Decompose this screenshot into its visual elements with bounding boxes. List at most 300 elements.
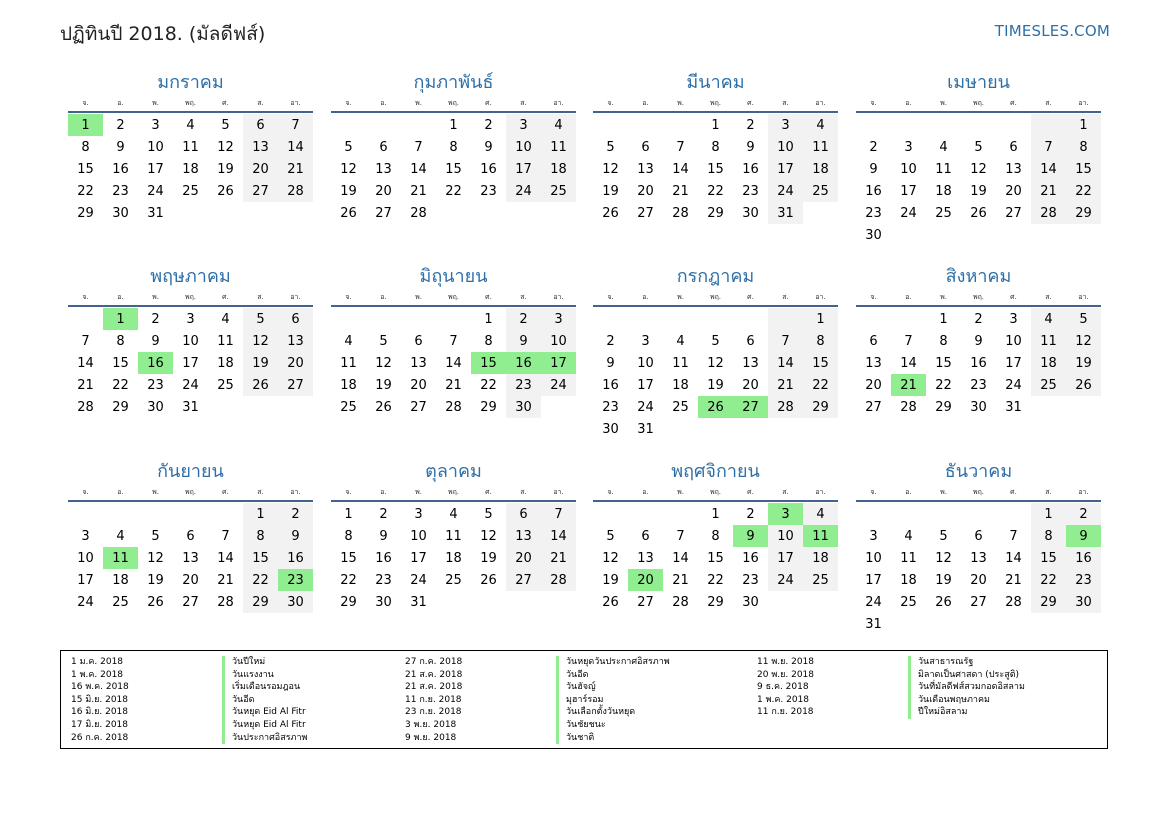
month-title: กันยายน xyxy=(157,461,224,482)
weekday-label: อา. xyxy=(815,292,826,301)
weekday-label: พฤ. xyxy=(972,487,985,496)
day-cell: 16 xyxy=(970,355,987,371)
day-cell: 28 xyxy=(445,399,462,415)
day-cell: 3 xyxy=(768,114,803,136)
weekday-label: ศ. xyxy=(222,292,229,301)
holiday-row xyxy=(71,706,307,719)
day-cell: 17 xyxy=(768,158,803,180)
day-cell: 13 xyxy=(375,161,392,177)
empty-cell xyxy=(961,503,996,525)
day-cell: 26 xyxy=(698,396,733,418)
day-cell: 3 xyxy=(186,311,195,327)
day-cell: 13 xyxy=(637,161,654,177)
day-cell: 13 xyxy=(182,550,199,566)
day-cell: 27 xyxy=(410,399,427,415)
day-cell: 1 xyxy=(449,117,458,133)
day-cell: 31 xyxy=(865,616,882,632)
day-cell: 22 xyxy=(445,183,462,199)
empty-cell xyxy=(768,418,803,440)
day-cell: 22 xyxy=(77,183,94,199)
empty-cell xyxy=(1031,613,1066,635)
month-calendar xyxy=(593,459,838,613)
day-cell: 28 xyxy=(77,399,94,415)
empty-cell xyxy=(803,418,838,440)
day-cell: 16 xyxy=(742,161,759,177)
day-cell: 11 xyxy=(445,528,462,544)
weekday-label: พฤ. xyxy=(447,98,460,107)
day-cell: 3 xyxy=(904,139,913,155)
holiday-name: วันเลือกตั้งวันหยุด xyxy=(556,706,635,719)
day-cell: 11 xyxy=(217,333,234,349)
day-cell: 22 xyxy=(707,572,724,588)
empty-cell xyxy=(243,202,278,224)
day-cell: 3 xyxy=(151,117,160,133)
weekday-label: พ. xyxy=(677,487,684,496)
weekday-label: พฤ. xyxy=(184,292,197,301)
day-cell: 18 xyxy=(112,572,129,588)
month-calendar xyxy=(593,264,838,440)
holiday-date: 16 มิ.ย. 2018 xyxy=(71,707,129,718)
day-cell: 8 xyxy=(243,525,278,547)
day-cell: 10 xyxy=(900,161,917,177)
holiday-name: วันที่มัลดีฟส์สวมกอดอิสลาม xyxy=(908,681,1025,694)
empty-cell xyxy=(331,308,366,330)
day-cell: 7 xyxy=(541,503,576,525)
day-cell: 21 xyxy=(1005,572,1022,588)
day-cell: 7 xyxy=(1009,528,1018,544)
day-grid xyxy=(856,114,1101,246)
day-cell: 23 xyxy=(278,569,313,591)
weekday-label: อา. xyxy=(1078,98,1089,107)
day-cell: 9 xyxy=(746,139,755,155)
day-cell: 5 xyxy=(939,528,948,544)
day-cell: 17 xyxy=(541,352,576,374)
empty-cell xyxy=(733,418,768,440)
day-cell: 19 xyxy=(147,572,164,588)
weekday-label: ส. xyxy=(782,487,789,496)
empty-cell xyxy=(663,308,698,330)
day-cell: 20 xyxy=(243,158,278,180)
day-cell: 3 xyxy=(81,528,90,544)
day-cell: 8 xyxy=(449,139,458,155)
empty-cell xyxy=(103,503,138,525)
day-cell: 29 xyxy=(112,399,129,415)
day-cell: 17 xyxy=(147,161,164,177)
day-cell: 28 xyxy=(278,180,313,202)
day-cell: 27 xyxy=(637,594,654,610)
day-cell: 15 xyxy=(707,550,724,566)
day-cell: 4 xyxy=(186,117,195,133)
weekday-header xyxy=(593,96,838,110)
header-rule xyxy=(593,111,838,113)
day-cell: 28 xyxy=(541,569,576,591)
month-title: มีนาคม xyxy=(686,72,745,93)
empty-cell xyxy=(698,418,733,440)
day-cell: 28 xyxy=(217,594,234,610)
weekday-label: พ. xyxy=(415,487,422,496)
header-rule xyxy=(856,500,1101,502)
day-cell: 9 xyxy=(151,333,160,349)
holiday-name: ปีใหม่อิสลาม xyxy=(908,706,967,719)
day-cell: 4 xyxy=(803,114,838,136)
holiday-name: มิลาดเป็นศาสดา (ประสูติ) xyxy=(908,669,1019,682)
weekday-label: พ. xyxy=(940,98,947,107)
day-cell: 23 xyxy=(1066,569,1101,591)
day-cell: 7 xyxy=(1031,136,1066,158)
day-cell: 19 xyxy=(375,377,392,393)
day-cell: 24 xyxy=(768,180,803,202)
weekday-label: จ. xyxy=(870,98,877,107)
day-cell: 19 xyxy=(707,377,724,393)
weekday-label: อ. xyxy=(642,292,649,301)
weekday-header xyxy=(856,290,1101,304)
day-cell: 31 xyxy=(1005,399,1022,415)
brand-link[interactable]: TIMESLES.COM xyxy=(994,22,1110,40)
day-cell: 3 xyxy=(541,308,576,330)
day-cell: 18 xyxy=(935,183,952,199)
page-title: ปฏิทินปี 2018. (มัลดีฟส์) xyxy=(60,23,266,45)
day-cell: 24 xyxy=(900,205,917,221)
empty-cell xyxy=(401,114,436,136)
day-cell: 10 xyxy=(77,550,94,566)
day-cell: 26 xyxy=(935,594,952,610)
month-title: กรกฎาคม xyxy=(676,266,755,287)
holiday-row xyxy=(405,732,670,745)
day-cell: 6 xyxy=(278,308,313,330)
day-cell: 1 xyxy=(939,311,948,327)
weekday-label: ส. xyxy=(782,292,789,301)
day-cell: 21 xyxy=(445,377,462,393)
day-cell: 21 xyxy=(410,183,427,199)
empty-cell xyxy=(891,503,926,525)
day-cell: 2 xyxy=(379,506,388,522)
empty-cell xyxy=(768,308,803,330)
day-cell: 24 xyxy=(768,569,803,591)
day-cell: 5 xyxy=(1066,308,1101,330)
day-cell: 11 xyxy=(182,139,199,155)
holiday-name: วันชัยชนะ xyxy=(556,719,606,732)
header-rule xyxy=(68,500,313,502)
day-cell: 27 xyxy=(865,399,882,415)
weekday-label: อา. xyxy=(815,98,826,107)
day-cell: 15 xyxy=(77,161,94,177)
empty-cell xyxy=(366,114,401,136)
empty-cell xyxy=(541,202,576,224)
day-cell: 14 xyxy=(410,161,427,177)
day-cell: 18 xyxy=(182,161,199,177)
day-cell: 15 xyxy=(1031,547,1066,569)
day-cell: 20 xyxy=(182,572,199,588)
month-calendar xyxy=(68,459,313,613)
holiday-row xyxy=(405,694,670,707)
day-cell: 21 xyxy=(768,374,803,396)
day-cell: 18 xyxy=(445,550,462,566)
day-cell: 21 xyxy=(1031,180,1066,202)
day-cell: 23 xyxy=(865,205,882,221)
day-cell: 10 xyxy=(506,136,541,158)
day-grid xyxy=(331,308,576,418)
day-grid xyxy=(331,503,576,613)
day-cell: 2 xyxy=(151,311,160,327)
day-cell: 13 xyxy=(410,355,427,371)
empty-cell xyxy=(628,308,663,330)
empty-cell xyxy=(593,114,628,136)
day-cell: 4 xyxy=(904,528,913,544)
day-cell: 14 xyxy=(77,355,94,371)
day-cell: 5 xyxy=(243,308,278,330)
holiday-date: 1 พ.ค. 2018 xyxy=(757,694,810,705)
holiday-date: 1 ม.ค. 2018 xyxy=(71,657,124,667)
day-cell: 26 xyxy=(1066,374,1101,396)
day-cell: 9 xyxy=(733,525,768,547)
day-cell: 29 xyxy=(935,399,952,415)
empty-cell xyxy=(996,613,1031,635)
day-cell: 7 xyxy=(676,139,685,155)
holiday-date: 21 ส.ค. 2018 xyxy=(405,682,463,693)
day-cell: 15 xyxy=(445,161,462,177)
empty-cell xyxy=(541,396,576,418)
weekday-label: อา. xyxy=(553,292,564,301)
empty-cell xyxy=(593,308,628,330)
weekday-label: ส. xyxy=(1045,292,1052,301)
day-cell: 18 xyxy=(900,572,917,588)
holiday-name: วันประกาศอิสรภาพ xyxy=(222,732,307,745)
weekday-label: อา. xyxy=(290,292,301,301)
day-cell: 8 xyxy=(803,330,838,352)
holiday-name: วันแรงงาน xyxy=(222,669,274,682)
day-cell: 14 xyxy=(900,355,917,371)
holiday-row xyxy=(405,681,670,694)
day-cell: 30 xyxy=(112,205,129,221)
weekday-label: อ. xyxy=(905,487,912,496)
day-cell: 6 xyxy=(1009,139,1018,155)
weekday-label: ศ. xyxy=(747,487,754,496)
weekday-label: พฤ. xyxy=(972,98,985,107)
day-cell: 10 xyxy=(768,136,803,158)
day-cell: 11 xyxy=(900,550,917,566)
month-calendar xyxy=(856,459,1101,635)
day-cell: 7 xyxy=(278,114,313,136)
day-cell: 24 xyxy=(637,399,654,415)
weekday-label: อา. xyxy=(815,487,826,496)
holiday-date: 15 มิ.ย. 2018 xyxy=(71,694,129,705)
day-cell: 25 xyxy=(900,594,917,610)
day-cell: 27 xyxy=(182,594,199,610)
day-cell: 4 xyxy=(344,333,353,349)
day-cell: 9 xyxy=(278,525,313,547)
day-cell: 10 xyxy=(541,330,576,352)
day-cell: 1 xyxy=(484,311,493,327)
day-cell: 26 xyxy=(147,594,164,610)
day-cell: 25 xyxy=(1031,374,1066,396)
day-cell: 17 xyxy=(410,550,427,566)
day-cell: 23 xyxy=(375,572,392,588)
day-cell: 29 xyxy=(1066,202,1101,224)
day-cell: 3 xyxy=(768,503,803,525)
day-grid xyxy=(593,308,838,440)
holiday-date: 23 ก.ย. 2018 xyxy=(405,707,462,718)
weekday-label: พฤ. xyxy=(972,292,985,301)
day-cell: 19 xyxy=(340,183,357,199)
empty-cell xyxy=(961,114,996,136)
weekday-label: ส. xyxy=(257,487,264,496)
day-cell: 28 xyxy=(768,396,803,418)
day-cell: 11 xyxy=(340,355,357,371)
day-cell: 2 xyxy=(869,139,878,155)
day-cell: 17 xyxy=(900,183,917,199)
day-cell: 21 xyxy=(278,158,313,180)
weekday-label: ศ. xyxy=(485,98,492,107)
day-cell: 20 xyxy=(1005,183,1022,199)
day-cell: 28 xyxy=(672,594,689,610)
empty-cell xyxy=(138,503,173,525)
day-cell: 10 xyxy=(147,139,164,155)
weekday-label: ศ. xyxy=(222,98,229,107)
day-cell: 20 xyxy=(865,377,882,393)
day-cell: 14 xyxy=(672,161,689,177)
day-cell: 15 xyxy=(803,352,838,374)
day-cell: 16 xyxy=(480,161,497,177)
day-cell: 16 xyxy=(278,547,313,569)
day-cell: 27 xyxy=(243,180,278,202)
weekday-label: อ. xyxy=(117,98,124,107)
header-rule xyxy=(331,500,576,502)
day-cell: 22 xyxy=(112,377,129,393)
day-cell: 11 xyxy=(803,525,838,547)
day-cell: 19 xyxy=(602,572,619,588)
day-cell: 9 xyxy=(869,161,878,177)
weekday-label: อ. xyxy=(642,487,649,496)
day-cell: 5 xyxy=(151,528,160,544)
day-cell: 23 xyxy=(480,183,497,199)
day-cell: 14 xyxy=(672,550,689,566)
header-rule xyxy=(68,111,313,113)
day-cell: 22 xyxy=(935,377,952,393)
weekday-label: ส. xyxy=(257,98,264,107)
holiday-date: 11 ก.ย. 2018 xyxy=(405,694,462,705)
day-cell: 13 xyxy=(742,355,759,371)
weekday-label: อ. xyxy=(380,292,387,301)
empty-cell xyxy=(891,613,926,635)
empty-cell xyxy=(891,308,926,330)
day-cell: 8 xyxy=(344,528,353,544)
day-cell: 15 xyxy=(340,550,357,566)
day-cell: 30 xyxy=(865,227,882,243)
day-cell: 30 xyxy=(375,594,392,610)
holiday-row xyxy=(757,694,1025,707)
empty-cell xyxy=(471,202,506,224)
day-cell: 2 xyxy=(974,311,983,327)
weekday-label: ส. xyxy=(1045,98,1052,107)
day-cell: 26 xyxy=(602,205,619,221)
day-cell: 4 xyxy=(803,503,838,525)
day-cell: 20 xyxy=(506,547,541,569)
day-cell: 21 xyxy=(77,377,94,393)
day-cell: 24 xyxy=(1005,377,1022,393)
day-cell: 25 xyxy=(182,183,199,199)
day-cell: 25 xyxy=(340,399,357,415)
holiday-row xyxy=(71,719,307,732)
day-cell: 19 xyxy=(217,161,234,177)
day-cell: 25 xyxy=(541,180,576,202)
day-cell: 23 xyxy=(742,572,759,588)
weekday-label: พฤ. xyxy=(709,292,722,301)
day-cell: 1 xyxy=(711,506,720,522)
day-cell: 11 xyxy=(672,355,689,371)
holiday-date: 16 พ.ค. 2018 xyxy=(71,682,129,693)
day-cell: 13 xyxy=(506,525,541,547)
holiday-date: 1 พ.ค. 2018 xyxy=(71,669,124,680)
day-cell: 11 xyxy=(1031,330,1066,352)
weekday-header xyxy=(856,485,1101,499)
holiday-row xyxy=(757,706,1025,719)
day-cell: 8 xyxy=(1031,525,1066,547)
day-cell: 4 xyxy=(449,506,458,522)
holiday-column-2 xyxy=(405,656,670,744)
day-cell: 23 xyxy=(147,377,164,393)
empty-cell xyxy=(926,224,961,246)
day-grid xyxy=(68,308,313,418)
day-cell: 1 xyxy=(1031,503,1066,525)
day-cell: 27 xyxy=(733,396,768,418)
empty-cell xyxy=(436,202,471,224)
day-cell: 14 xyxy=(1005,550,1022,566)
holiday-name: วันสาธารณรัฐ xyxy=(908,656,973,669)
day-cell: 20 xyxy=(628,569,663,591)
empty-cell xyxy=(698,308,733,330)
day-cell: 9 xyxy=(974,333,983,349)
day-cell: 4 xyxy=(116,528,125,544)
day-cell: 7 xyxy=(414,139,423,155)
weekday-label: ศ. xyxy=(747,98,754,107)
holiday-list xyxy=(60,650,1108,749)
day-cell: 15 xyxy=(1066,158,1101,180)
header-rule xyxy=(331,305,576,307)
day-cell: 29 xyxy=(803,396,838,418)
day-cell: 6 xyxy=(869,333,878,349)
empty-cell xyxy=(436,591,471,613)
day-cell: 8 xyxy=(116,333,125,349)
day-cell: 26 xyxy=(602,594,619,610)
day-cell: 10 xyxy=(768,525,803,547)
day-cell: 31 xyxy=(182,399,199,415)
header-rule xyxy=(68,305,313,307)
day-cell: 17 xyxy=(865,572,882,588)
day-cell: 24 xyxy=(506,180,541,202)
day-cell: 8 xyxy=(711,528,720,544)
weekday-label: อ. xyxy=(642,98,649,107)
day-cell: 7 xyxy=(221,528,230,544)
weekday-label: อ. xyxy=(117,292,124,301)
weekday-label: ศ. xyxy=(485,292,492,301)
empty-cell xyxy=(1066,396,1101,418)
day-cell: 6 xyxy=(506,503,541,525)
holiday-name: วันหยุดวันประกาศอิสรภาพ xyxy=(556,656,670,669)
day-cell: 9 xyxy=(116,139,125,155)
day-cell: 22 xyxy=(803,374,838,396)
day-cell: 29 xyxy=(707,205,724,221)
weekday-header xyxy=(593,485,838,499)
day-cell: 22 xyxy=(707,183,724,199)
holiday-name: วันชาติ xyxy=(556,732,594,745)
day-cell: 15 xyxy=(707,161,724,177)
day-cell: 19 xyxy=(1066,352,1101,374)
day-cell: 1 xyxy=(68,114,103,136)
weekday-header xyxy=(68,290,313,304)
weekday-label: ศ. xyxy=(1010,98,1017,107)
day-cell: 16 xyxy=(375,550,392,566)
day-cell: 24 xyxy=(147,183,164,199)
